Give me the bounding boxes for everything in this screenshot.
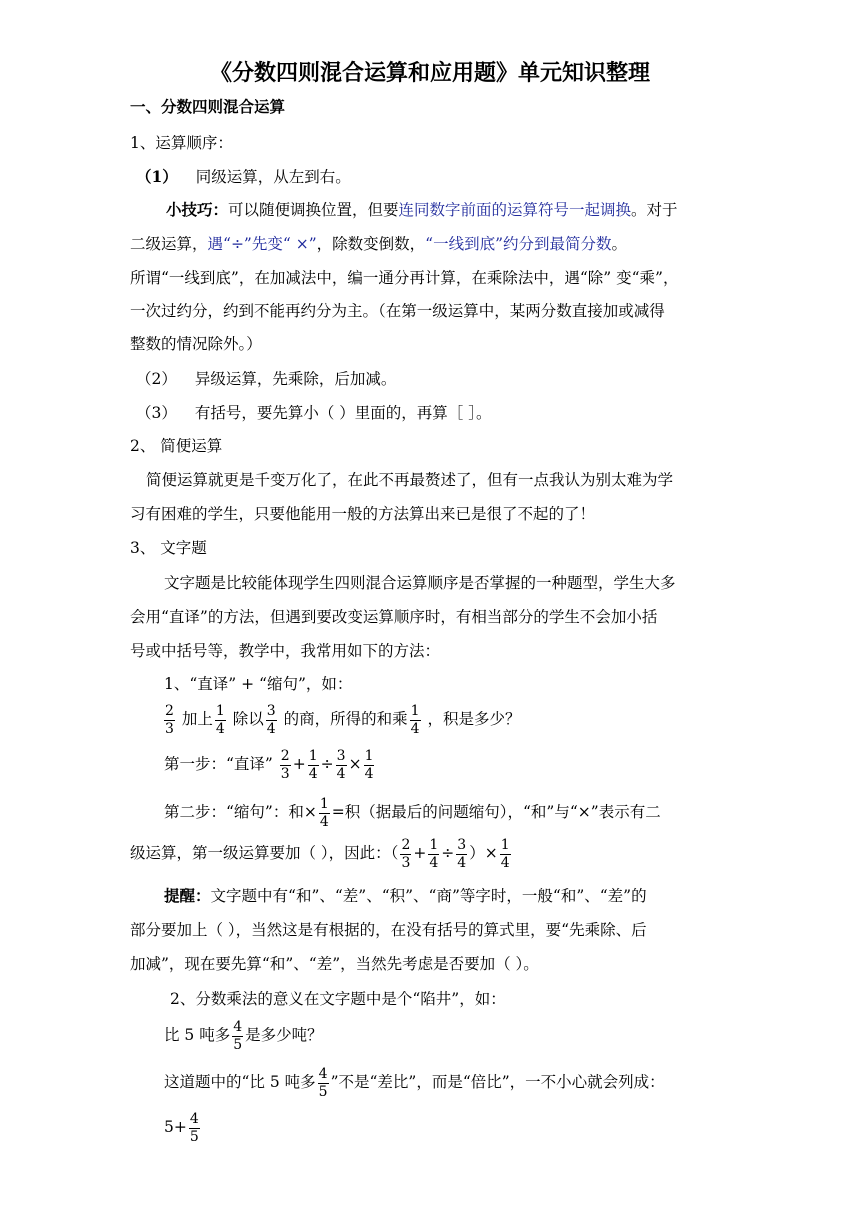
example-text: 这道题中的“比 5 吨多 — [164, 1073, 316, 1091]
page-title: 《分数四则混合运算和应用题》单元知识整理 — [209, 60, 650, 86]
example-text: 5+ — [164, 1118, 187, 1136]
order-item-3 — [136, 403, 491, 423]
order-heading: 1、运算顺序： — [130, 134, 233, 152]
fraction: $\frac{4}{5}$ — [233, 1018, 243, 1053]
tip-text: 可以随便调换位置，但要 — [228, 201, 399, 219]
tip-highlight: “一线到底”约分到最简分数 — [425, 235, 612, 253]
fraction: $\frac{3}{4}$ — [457, 836, 467, 871]
step-2-text: ）× — [469, 844, 498, 862]
fraction: $\frac{4}{5}$ — [189, 1110, 199, 1145]
fraction: $\frac{1}{4}$ — [429, 836, 439, 871]
order-item-2-text: 异级运算，先乘除，后加减。 — [194, 370, 397, 388]
step-1-label: 第一步：“直译” — [164, 755, 273, 773]
word-problem-line-1: 文字题是比较能体现学生四则混合运算顺序是否掌握的一种题型，学生大多 — [164, 574, 676, 592]
fraction: $\frac{2}{3}$ — [401, 836, 411, 871]
word-problem-line-3: 号或中括号等，教学中，我常用如下的方法： — [130, 642, 441, 660]
tip-line-2 — [130, 234, 627, 254]
fraction: $\frac{3}{4}$ — [266, 702, 276, 737]
operator: + — [292, 755, 306, 773]
tip-highlight: 连同数字前面的运算符号一起调换 — [398, 201, 632, 219]
step-1-line — [164, 745, 376, 783]
fraction: $\frac{1}{4}$ — [364, 747, 374, 782]
method-2-heading: 2、分数乘法的意义在文字题中是个“陷井”，如： — [170, 990, 506, 1008]
step-2-line-2 — [130, 834, 513, 872]
order-item-1-number: （1） — [136, 167, 178, 186]
order-item-2 — [136, 369, 396, 389]
operator: ÷ — [320, 755, 334, 773]
order-item-2-number: （2） — [136, 370, 177, 388]
method-1-heading: 1、“直译” + “缩句”，如： — [164, 675, 353, 693]
tip-line-5: 整数的情况除外。） — [130, 335, 262, 353]
example-2-line — [164, 1016, 323, 1054]
example-text: 的商，所得的和乘 — [283, 710, 408, 728]
reminder-line-3: 加减”，现在要先算“和”、“差”，当然先考虑是否要加（ ）。 — [130, 955, 539, 973]
reminder-line-2: 部分要加上（ ），当然这是有根据的，在没有括号的算式里，要“先乘除、后 — [130, 921, 647, 939]
example-text: ，积是多少？ — [427, 710, 521, 728]
tip-text: 。 — [611, 235, 628, 253]
example-text: ”不是“差比”，而是“倍比”，一不小心就会列成： — [330, 1073, 665, 1091]
fraction: $\frac{1}{4}$ — [308, 747, 318, 782]
example-text: 加上 — [181, 710, 213, 728]
operator: ÷ — [441, 844, 455, 862]
fraction: $\frac{3}{4}$ — [336, 747, 346, 782]
word-problem-heading: 3、 文字题 — [130, 539, 207, 557]
fraction: $\frac{4}{5}$ — [318, 1065, 328, 1100]
operator: × — [348, 755, 362, 773]
example-1-line — [162, 700, 521, 738]
fraction: $\frac{2}{3}$ — [165, 702, 174, 737]
example-text: 除以 — [232, 710, 264, 728]
example-2-note — [164, 1063, 665, 1101]
word-problem-line-2: 会用“直译”的方法，但遇到要改变运算顺序时，有相当部分的学生不会加小括 — [130, 608, 658, 626]
tip-text: 。对于 — [631, 201, 678, 219]
simple-calc-line-2: 习有困难的学生，只要他能用一般的方法算出来已是很了不起的了！ — [130, 505, 596, 523]
order-item-1 — [136, 167, 351, 187]
section-heading-mixed-ops: 一、分数四则混合运算 — [130, 97, 286, 116]
step-2-text: 级运算，第一级运算要加（ ），因此：（ — [130, 844, 399, 862]
example-text: 是多少吨？ — [245, 1026, 323, 1044]
tip-line-4: 一次过约分，约到不能再约分为主。（在第一级运算中，某两分数直接加或减得 — [130, 302, 665, 320]
tip-label: 小技巧： — [166, 200, 229, 219]
tip-text: 二级运算， — [130, 235, 208, 253]
step-2-text: 第二步：“缩句”：和× — [164, 803, 317, 821]
example-2-wrong-answer — [164, 1108, 202, 1146]
step-2-line-1 — [164, 793, 661, 831]
fraction: $\frac{1}{4}$ — [410, 702, 420, 737]
fraction: $\frac{1}{4}$ — [215, 702, 225, 737]
fraction: $\frac{1}{4}$ — [319, 795, 329, 830]
order-item-3-number: （3） — [136, 404, 177, 422]
fraction: $\frac{1}{4}$ — [500, 836, 510, 871]
fraction: $\frac{2}{3}$ — [280, 747, 290, 782]
order-item-1-text: 同级运算，从左到右。 — [195, 168, 351, 186]
simple-calc-line-1: 简便运算就更是千变万化了，在此不再最赘述了，但有一点我认为别太难为学 — [146, 471, 674, 489]
reminder-line-1 — [164, 886, 647, 906]
tip-line-3: 所谓“一线到底”，在加减法中，编一通分再计算，在乘除法中，遇“除” 变“乘”， — [130, 269, 679, 287]
tip-line-1 — [166, 200, 678, 220]
operator: + — [413, 844, 427, 862]
tip-highlight: 遇“÷”先变“ ×” — [207, 235, 317, 253]
order-item-3-text: 有括号，要先算小（ ）里面的，再算［ ］。 — [194, 404, 492, 422]
simple-calc-heading: 2、 简便运算 — [130, 437, 223, 455]
reminder-text: 文字题中有“和”、“差”、“积”、“商”等字时，一般“和”、“差”的 — [210, 887, 647, 905]
step-2-text: =积（据最后的问题缩句），“和”与“×”表示有二 — [331, 803, 661, 821]
tip-text: ，除数变倒数， — [316, 235, 426, 253]
example-text: 比 5 吨多 — [164, 1026, 231, 1044]
reminder-label: 提醒： — [164, 886, 211, 905]
